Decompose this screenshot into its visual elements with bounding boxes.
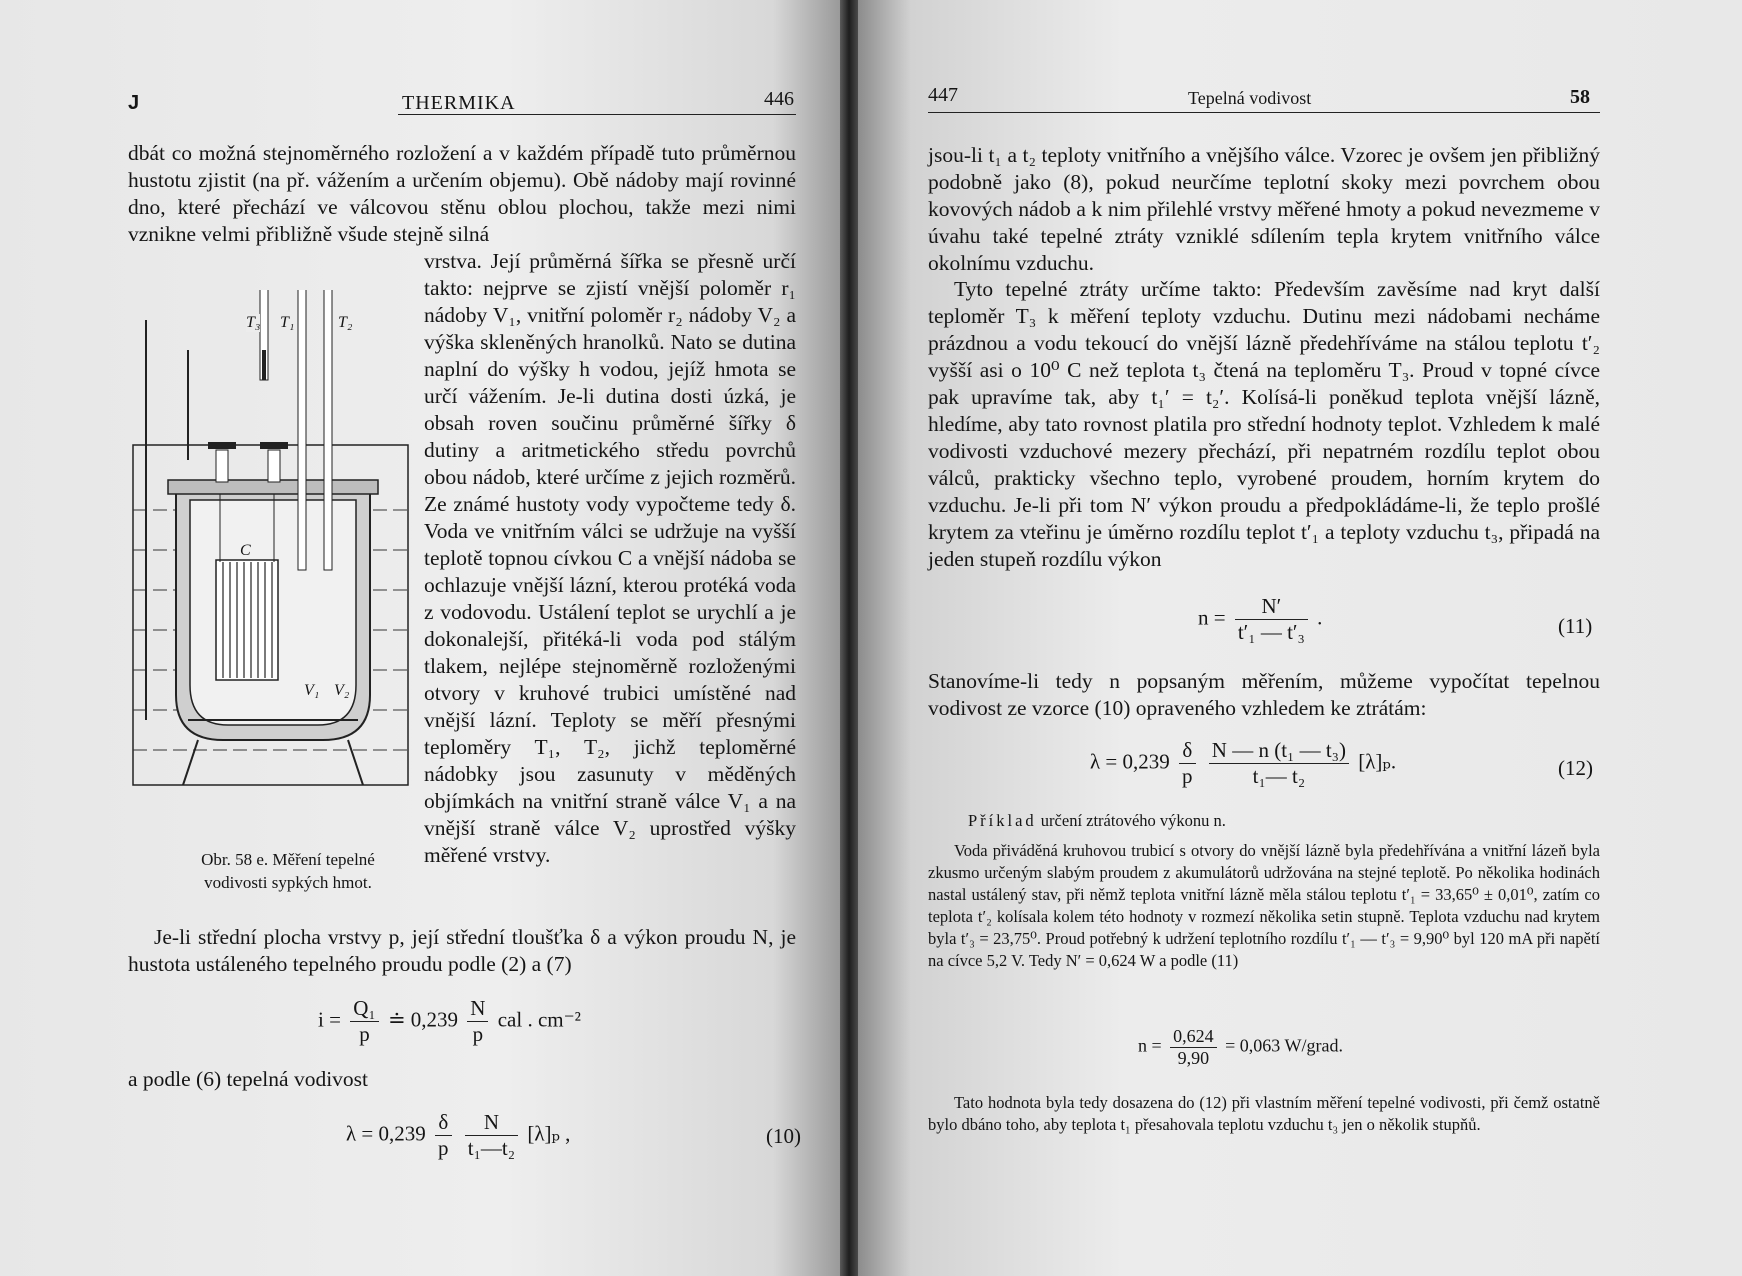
example-conclusion: Tato hodnota byla tedy dosazena do (12) při vlastním měření tepelné vodivosti, při čemž ostatně bylo dbáno toho, aby teplota t₁ přesahovala teplotu vzduchu t₃ jen o několik stupňů. (928, 1093, 1600, 1134)
header-rule (398, 114, 796, 115)
header-rule-right (928, 112, 1600, 113)
side-paragraph: vrstva. Její průměrná šířka se přesně určí takto: nejprve se zjistí vnější poloměr r₁ nádoby V₁, vnitřní poloměr r₂ nádoby V₂ a výška skleněných hranolků. Nato se dutina naplní do výšky h vodou, jejíž hmota se určí vážením. Je-li dutina dosti úzká, je obsah roven součinu průměrné šířky δ dutiny a aritmetického středu povrchů obou nádob, které určíme z jejich rozměrů. Ze známé hustoty vody vypočteme tedy δ. Voda ve vnitřním válci se udržuje na vyšší teplotě topnou cívkou C a vnější nádoba se ochlazuje vnější lázní, kterou protéká voda z vodovodu. Ustálení teplot se urychlí a je dokonalejší, přitéká-li voda pod stálým tlakem, nejlépe stejnoměrně rozloženými otvory v kruhové trubici umístěné nad vnější lázní. Teploty se měří přesnými teploměry T₁, T₂, jichž teploměrné nádobky jsou zasunuty v měděných objímkách na vnitřní straně válce V₁ a na vnější straně válce V₂ uprostřed výšky měřené vrstvy. (424, 249, 796, 867)
label-t3-text: T₃ (246, 314, 261, 331)
equation-12 (1090, 738, 1396, 789)
figure-caption (178, 848, 398, 894)
eq12-lhs: λ = 0,239 (1090, 749, 1170, 774)
equation-10-number: (10) (766, 1124, 801, 1148)
label-v1: V₁ (304, 682, 320, 699)
right-paragraph-2: Tyto tepelné ztráty určíme takto: Především zavěsíme nad kryt další teploměr T₃ k měření teploty vzduchu. Dutinu mezi nádobami necháme prázdnou a vodu tekoucí do vnější lázně předehříváme na stálou teplotu t′₂ vyšší asi o 10⁰ C než teplota t₃ čtená na teploměru T₃. Proud v topné cívce pak upravíme tak, aby t₁′ = t₂′. Kolísá-li poněkud teplota vnější lázně, hledíme, aby tato rovnost platila pro střední hodnoty teplot. Vzhledem k malé vodivosti vzduchové mezery přechází, při nepatrném rozdílu teplot obou válců, prakticky všechno teplo, vyrobené proudem, horním krytem do vzduchu. Je-li při tom N′ výkon proudu a předpokládáme-li, že teplo prošlé krytem za vteřinu je úměrno rozdílu teplot t′₁ a teploty vzduchu t₃, připadá na jeden stupeň rozdílu výkon (928, 277, 1600, 571)
paragraph-3: a podle (6) tepelná vodivost (128, 1067, 369, 1091)
eq11-lhs: n = (1198, 605, 1226, 630)
header-page-number: 446 (764, 88, 794, 110)
equation-10 (346, 1110, 570, 1161)
eq-ex-lhs: n = (1138, 1035, 1162, 1056)
eq-ex-frac: $\frac{0,624}{9,90}$ (1170, 1026, 1217, 1069)
eq10-frac1: $\frac{\delta}{p}$ (435, 1110, 452, 1161)
apparatus-drawing (128, 290, 418, 830)
eq-i-unit: cal . cm⁻² (497, 1007, 581, 1032)
example-label: Příklad (968, 811, 1037, 830)
eq11-tail: . (1317, 605, 1323, 630)
right-paragraph-1: jsou-li t₁ a t₂ teploty vnitřního a vnějšího válce. Vzorec je ovšem jen přibližný podobně jako (8), pokud neurčíme teplotní skoky mezi povrchem obou kovových nádob a k nim přilehlé vrstvy měřené hmoty a pokud nevezmeme v úvahu také tepelné ztráty vzniklé sdílením tepla krytem vnitřního válce okolnímu vzduchu. (928, 143, 1600, 275)
eq10-frac2: $\frac{N}{\text{t₁—t₂}}$ (465, 1110, 518, 1161)
label-t2: T₂ (338, 314, 353, 331)
eq12-frac1: $\frac{\delta}{p}$ (1179, 738, 1196, 789)
eq-i-lhs: i = (318, 1007, 341, 1032)
eq11-frac: $\frac{N'}{\text{t′₁ — t′₃}}$ (1235, 594, 1308, 645)
book-gutter (840, 0, 858, 1276)
right-page (858, 0, 1742, 1276)
eq10-lhs: λ = 0,239 (346, 1121, 426, 1146)
header-page-number-right: 447 (928, 84, 958, 106)
equation-11-number: (11) (1558, 614, 1593, 638)
right-paragraph-3: Stanovíme-li tedy n popsaným měřením, můžeme vypočítat tepelnou vodivost ze vzorce (10) opraveného vzhledem ke ztrátám: (928, 669, 1600, 720)
eq10-rhs: [λ]ₚ , (527, 1121, 571, 1146)
equation-11 (1198, 594, 1322, 645)
figure-caption-number: Obr. 58 e. (201, 850, 269, 869)
intro-paragraph: dbát co možná stejnoměrného rozložení a v každém případě tuto průměrnou hustotu zjistit (na př. vážením a určením objemu). Obě nádoby mají rovinné dno, které přechází ve válcovou stěnu oblou plochou, takže mezi nimi vznikne velmi přibližně všude stejně silná (128, 141, 796, 246)
eq12-frac2: $\frac{\text{N — n (t₁ — t₃)}}{\text{t₁— t₂}}$ (1209, 738, 1349, 789)
label-c: C (240, 542, 251, 559)
header-title: THERMIKA (402, 92, 516, 114)
paragraph-2: Je-li střední plocha vrstvy p, její střední tloušťka δ a výkon proudu N, je hustota ustáleného tepelného proudu podle (2) a (7) (128, 925, 796, 976)
figure-caption-text: Měření tepelné vodivosti sypkých hmot. (204, 850, 375, 892)
equation-example (1138, 1026, 1343, 1069)
left-page (0, 0, 840, 1276)
eq-i-frac2: $\frac{N}{p}$ (467, 996, 488, 1047)
header-letter: J (128, 92, 140, 114)
equation-i (318, 996, 581, 1047)
eq-i-mid: ≐ 0,239 (387, 1007, 459, 1032)
apparatus-figure (128, 290, 418, 830)
label-t1: T₁ (280, 314, 295, 331)
eq12-rhs: [λ]ₚ. (1358, 749, 1397, 774)
example-subject: určení ztrátového výkonu n. (1040, 811, 1226, 830)
example-title (968, 810, 1600, 832)
equation-12-number: (12) (1558, 756, 1593, 780)
header-section-number: 58 (1570, 86, 1590, 108)
eq-i-frac1: $\frac{\text{Q₁}}{p}$ (350, 996, 379, 1047)
label-v2: V₂ (334, 682, 350, 699)
header-title-right: Tepelná vodivost (1188, 88, 1312, 108)
example-paragraph: Voda přiváděná kruhovou trubicí s otvory do vnější lázně byla předehřívána a vnitřní lázeň byla zkusmo určeným slabým proudem z akumulátorů udržována na stejné teplotě. Po několika hodinách nastal ustálený stav, při němž teplota vnitřní lázně měla stálou teplotu t′₁ = 33,65⁰ ± 0,01⁰, zatím co teplota t′₂ kolísala kolem této hodnoty v rozmezí několika setin stupně. Teplota vzduchu nad krytem byla t′₃ = 23,75⁰. Proud potřebný k udržení teplotního rozdílu t′₁ — t′₃ = 9,90⁰ byl 120 mA při napětí na cívce 5,2 V. Tedy N′ = 0,624 W a podle (11) (928, 841, 1600, 970)
eq-ex-rhs: = 0,063 W/grad. (1225, 1035, 1343, 1056)
